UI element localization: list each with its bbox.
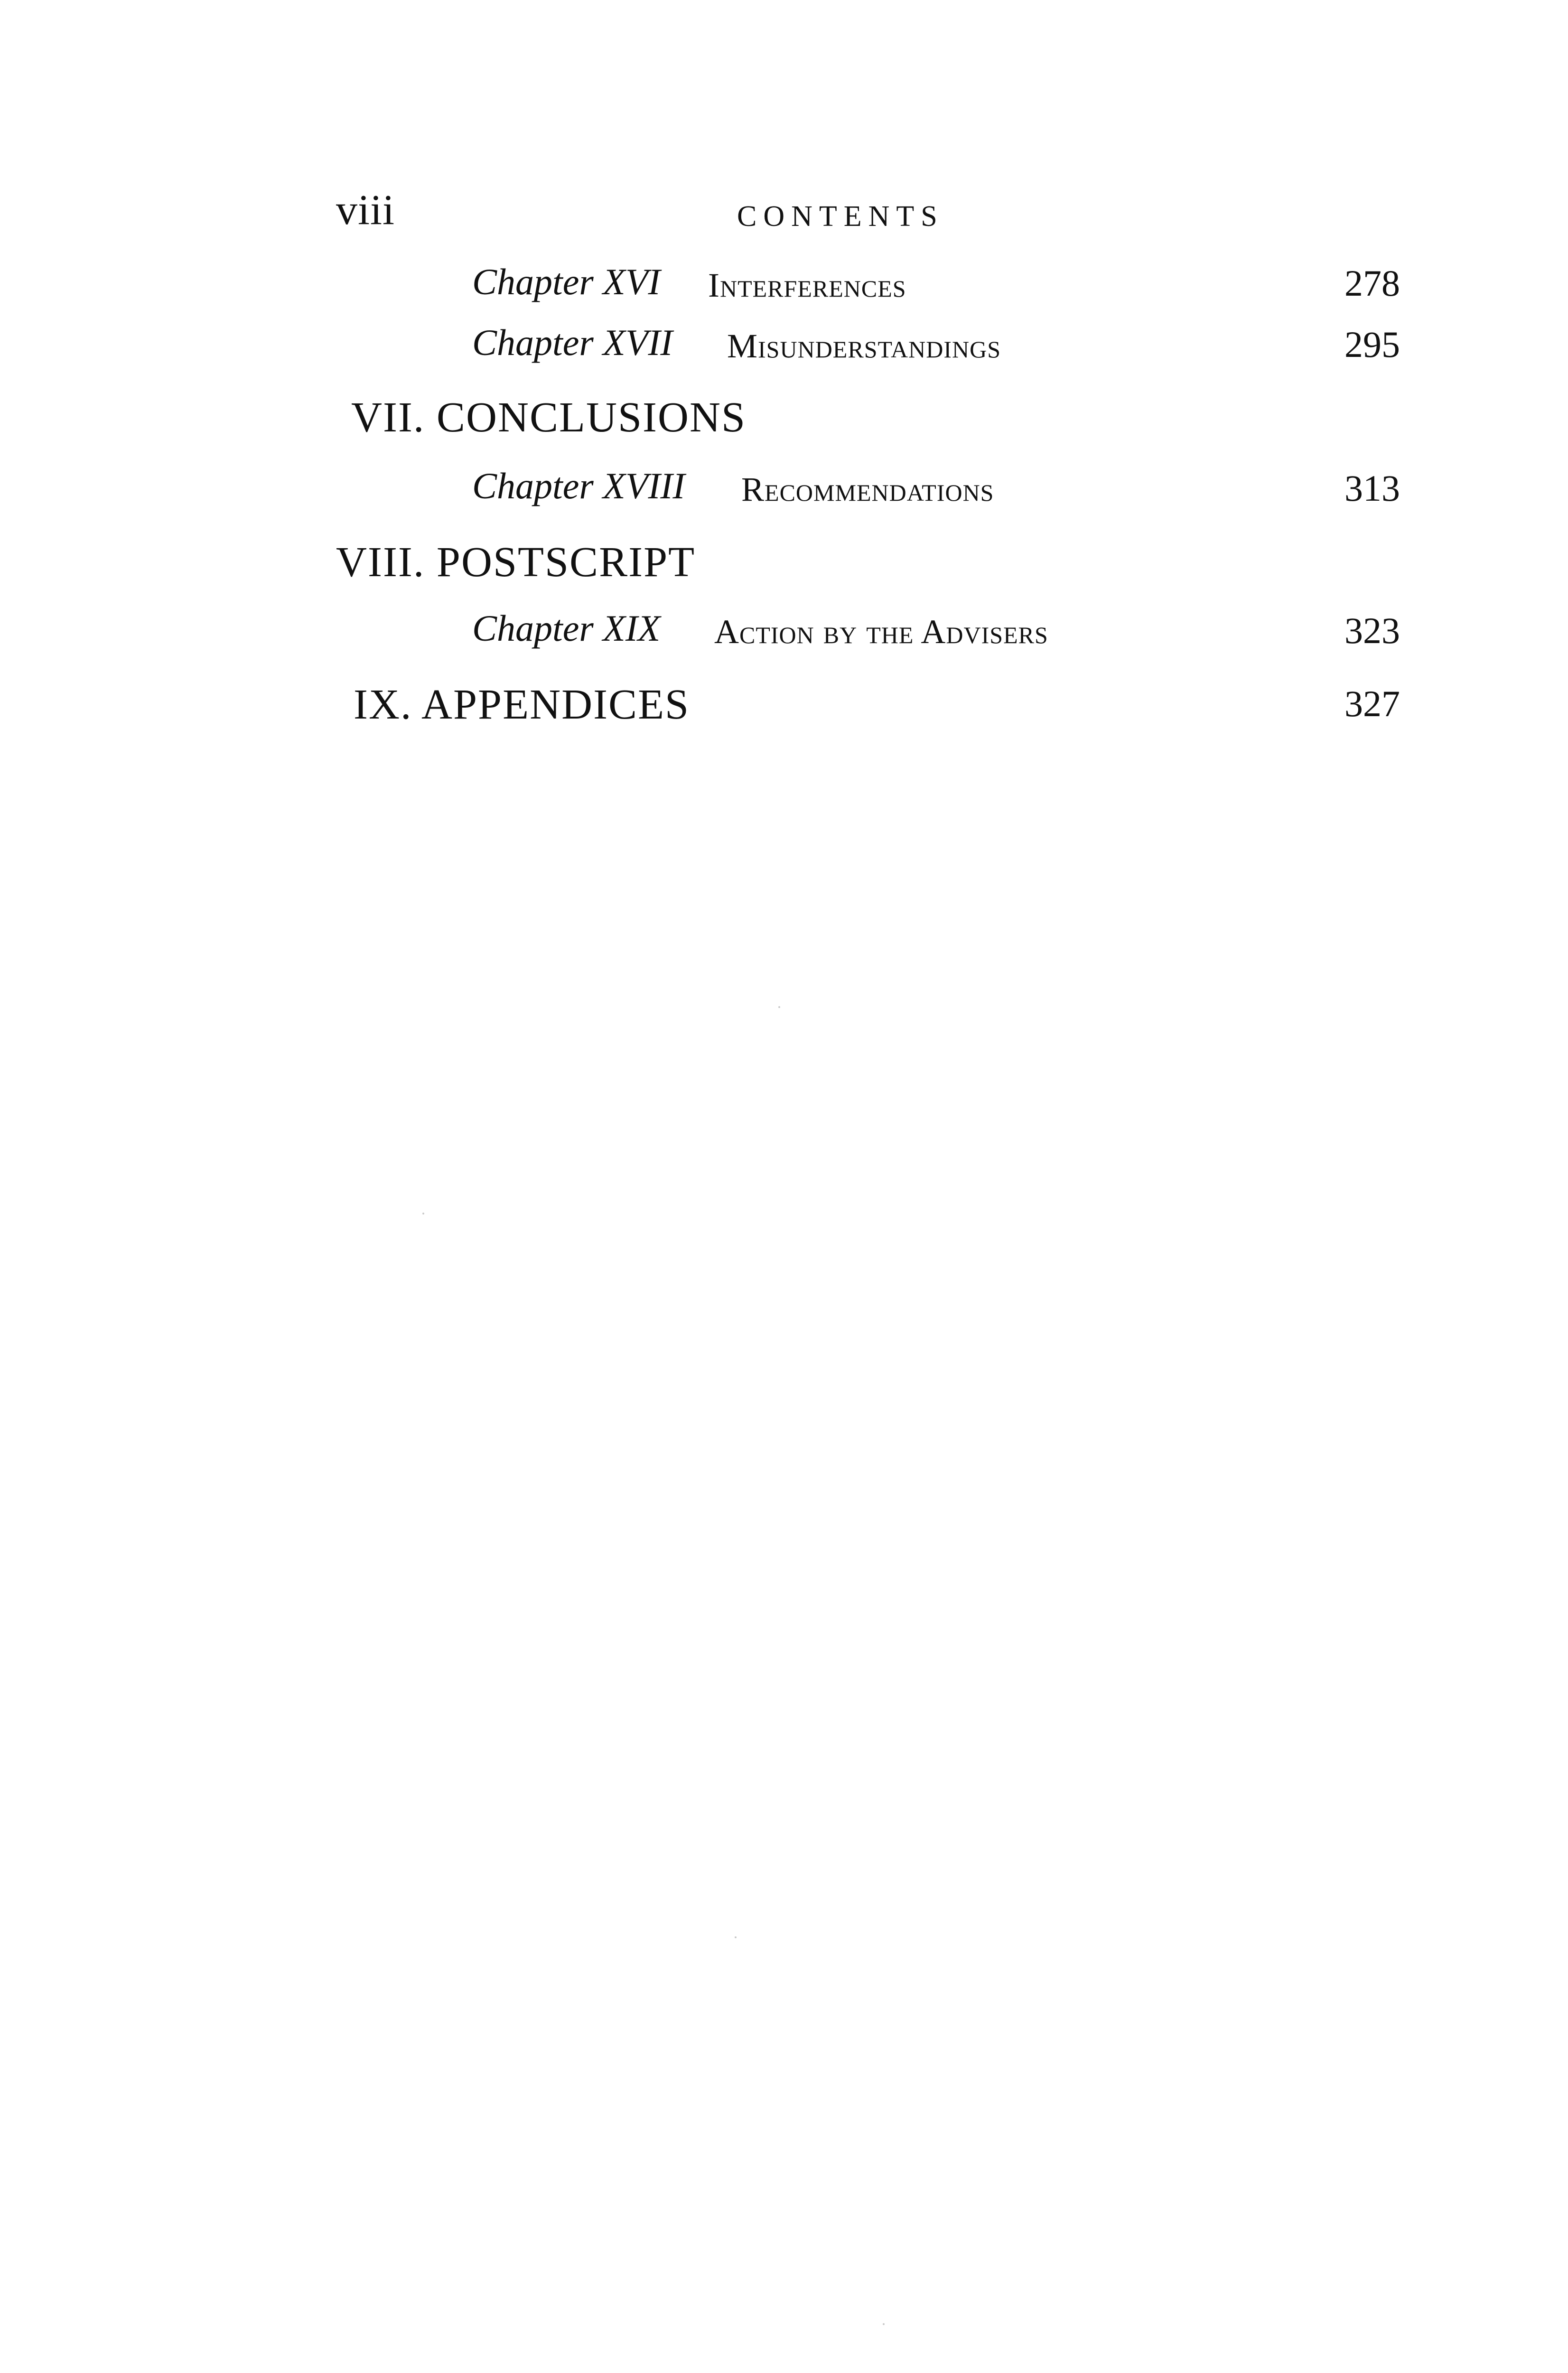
part-heading: VIII. POSTSCRIPT xyxy=(336,539,696,586)
paper-speck xyxy=(778,1006,780,1008)
chapter-title: Misunderstandings xyxy=(727,327,1001,365)
part-heading: VII. CONCLUSIONS xyxy=(351,394,747,441)
page-folio: viii xyxy=(336,187,395,234)
running-head: CONTENTS xyxy=(737,200,944,233)
chapter-label: Chapter XVI xyxy=(472,261,661,302)
paper-speck xyxy=(422,1213,424,1215)
page-number: 323 xyxy=(1344,610,1400,651)
page-number: 313 xyxy=(1344,467,1400,509)
chapter-title: Action by the Advisers xyxy=(714,613,1048,651)
chapter-title: Recommendations xyxy=(741,470,994,508)
chapter-label: Chapter XIX xyxy=(472,607,661,649)
page-number: 327 xyxy=(1344,683,1400,724)
paper-speck xyxy=(735,1936,737,1938)
chapter-label: Chapter XVIII xyxy=(472,465,685,506)
chapter-label: Chapter XVII xyxy=(472,322,673,363)
chapter-title: Interferences xyxy=(708,266,906,304)
paper-speck xyxy=(883,2323,885,2325)
part-heading: IX. APPENDICES xyxy=(354,681,690,728)
page-number: 278 xyxy=(1344,262,1400,304)
page-number: 295 xyxy=(1344,324,1400,365)
